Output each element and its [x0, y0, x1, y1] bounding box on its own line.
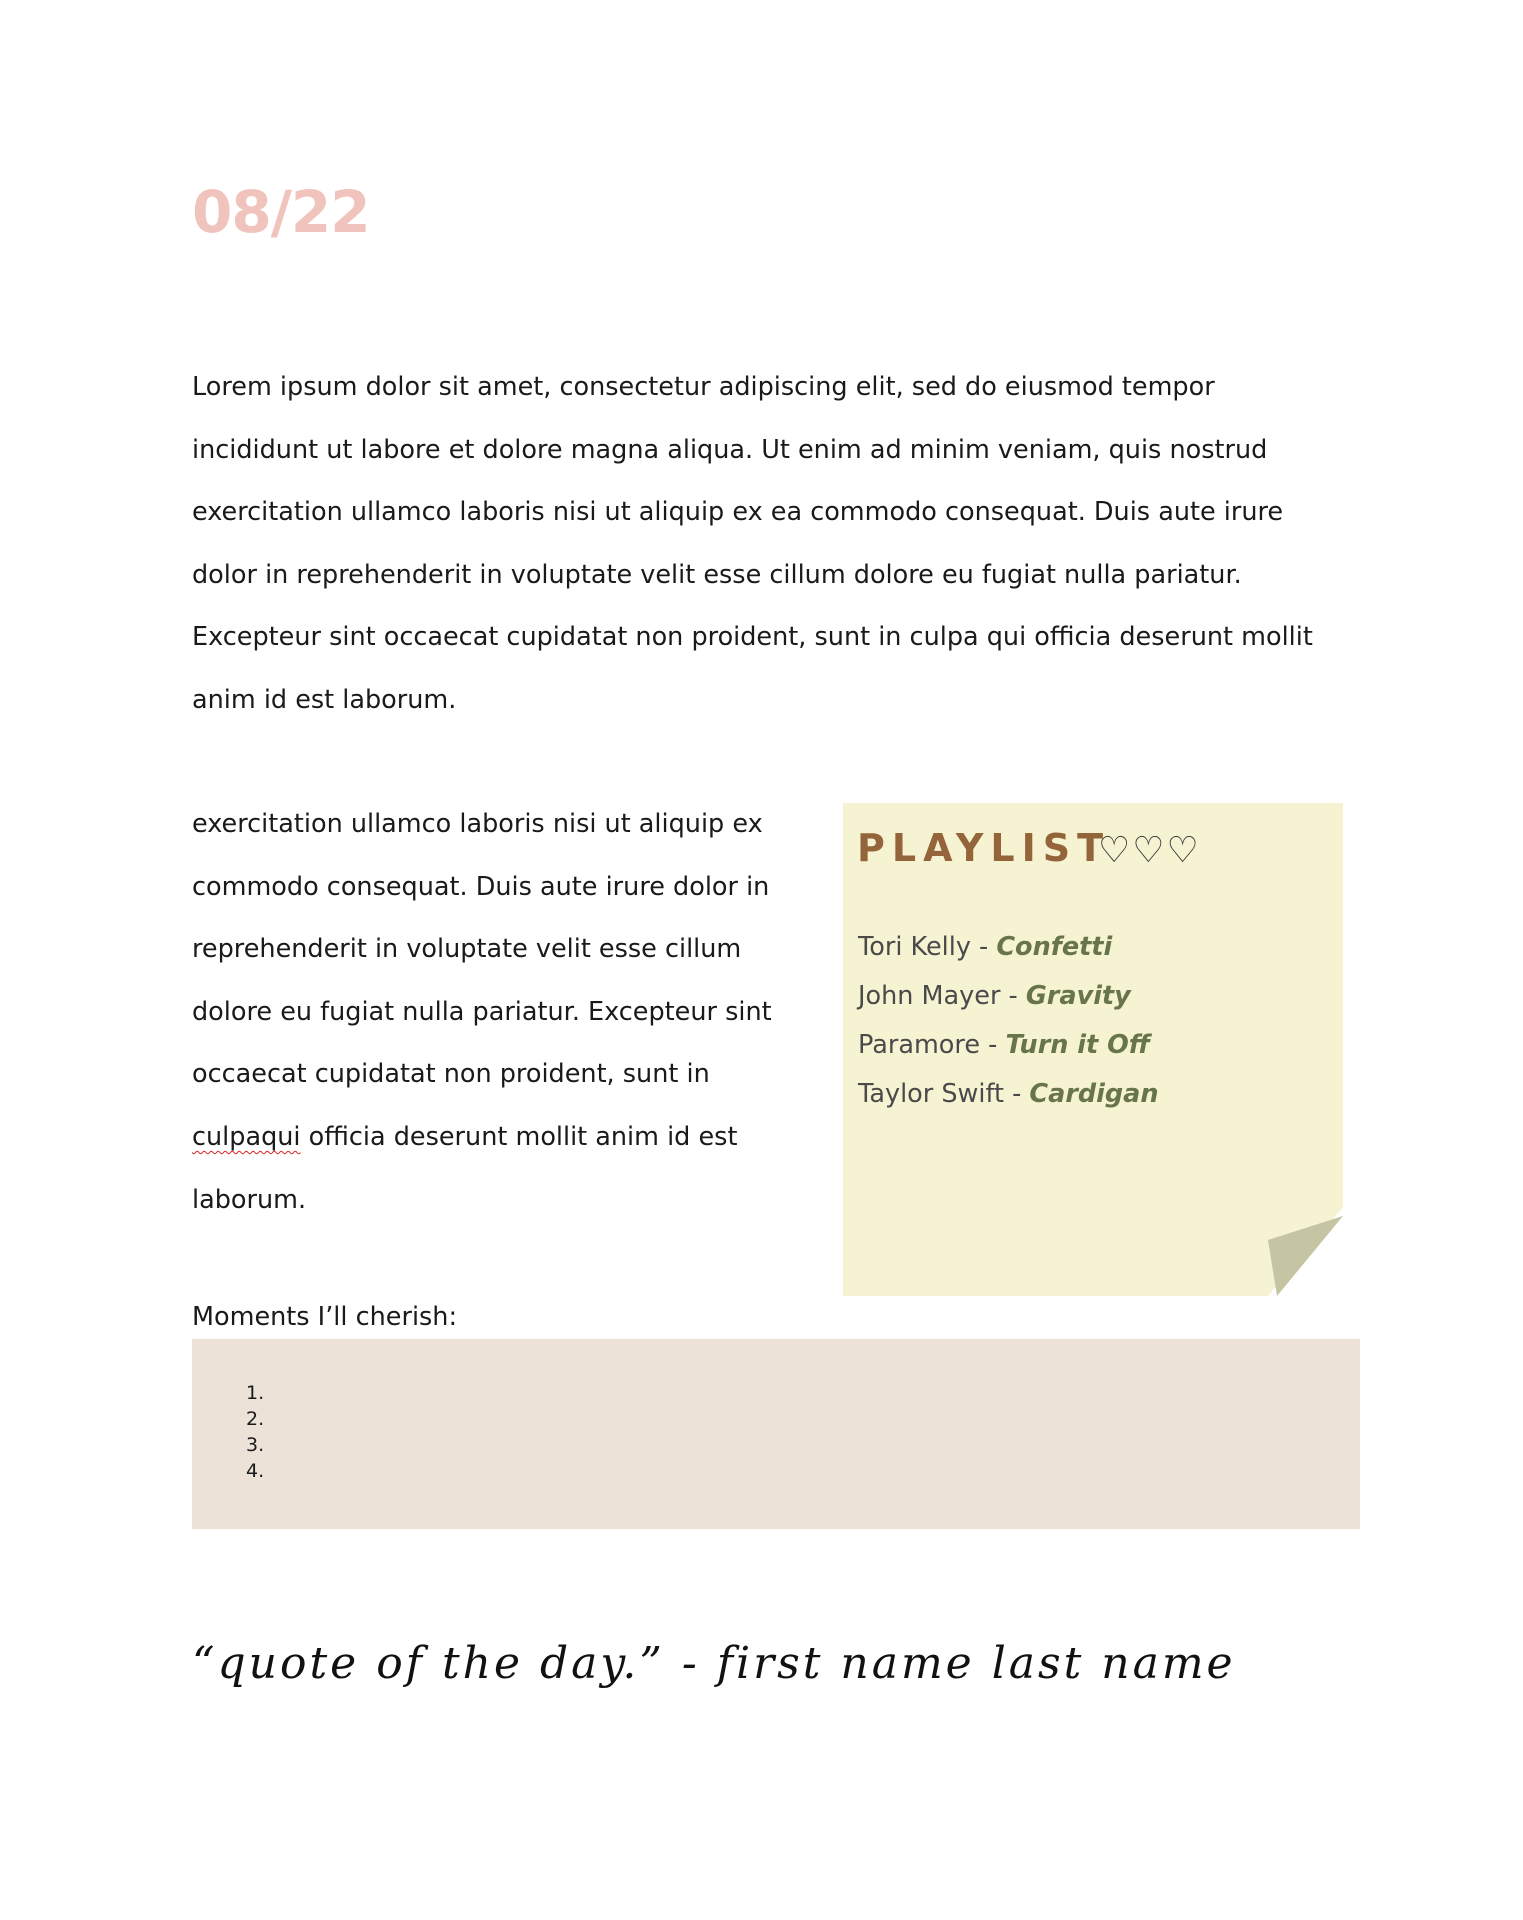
playlist-songs [858, 923, 1159, 1119]
moments-list-item[interactable]: 4. [246, 1460, 265, 1482]
song-artist: John Mayer - [858, 981, 1026, 1011]
moments-label: Moments I’ll cherish: [192, 1302, 458, 1332]
intro-paragraph: Lorem ipsum dolor sit amet, consectetur adipiscing elit, sed do eiusmod tempor incididunt ut labore et dolore magna aliqua. Ut enim ad minim veniam, quis nostrud exercitation ullamco laboris nisi ut aliquip ex ea commodo consequat. Duis aute irure dolor in reprehenderit in voluptate velit esse cillum dolore eu fugiat nulla pariatur. Excepteur sint occaecat cupidatat non proident, sunt in culpa qui officia deserunt mollit anim id est laborum. [192, 372, 1313, 715]
hearts-icon: ♡♡♡ [1098, 830, 1201, 871]
column-text-after: officia deserunt mollit anim id est laborum. [192, 1121, 738, 1215]
song-item [858, 1070, 1159, 1119]
song-item [858, 923, 1159, 972]
moments-list-item[interactable]: 2. [246, 1408, 265, 1430]
moments-box[interactable] [192, 1339, 1360, 1529]
song-title: Turn it Off [1005, 1030, 1151, 1060]
page-date: 08/22 [192, 178, 370, 246]
song-title: Confetti [996, 932, 1113, 962]
playlist-title: PLAYLIST [857, 826, 1110, 870]
song-artist: Paramore - [858, 1030, 1006, 1060]
quote-of-the-day: “quote of the day.” - first name last name [192, 1638, 1236, 1689]
moments-list-item[interactable]: 3. [246, 1434, 265, 1456]
moments-list [246, 1380, 264, 1484]
song-title: Cardigan [1029, 1079, 1159, 1109]
song-item [858, 972, 1159, 1021]
misspelled-word[interactable]: culpaqui [192, 1121, 301, 1152]
song-title: Gravity [1025, 981, 1131, 1011]
moments-list-item[interactable]: 1. [246, 1382, 265, 1404]
song-artist: Taylor Swift - [858, 1079, 1030, 1109]
song-artist: Tori Kelly - [858, 932, 997, 962]
song-item [858, 1021, 1159, 1070]
column-text-before: exercitation ullamco laboris nisi ut aliquip ex commodo consequat. Duis aute irure dolor in reprehenderit in voluptate velit esse cillum dolore eu fugiat nulla pariatur. Excepteur sint occaecat cupidatat non proident, sunt in [192, 809, 772, 1090]
column-paragraph [192, 793, 812, 1231]
